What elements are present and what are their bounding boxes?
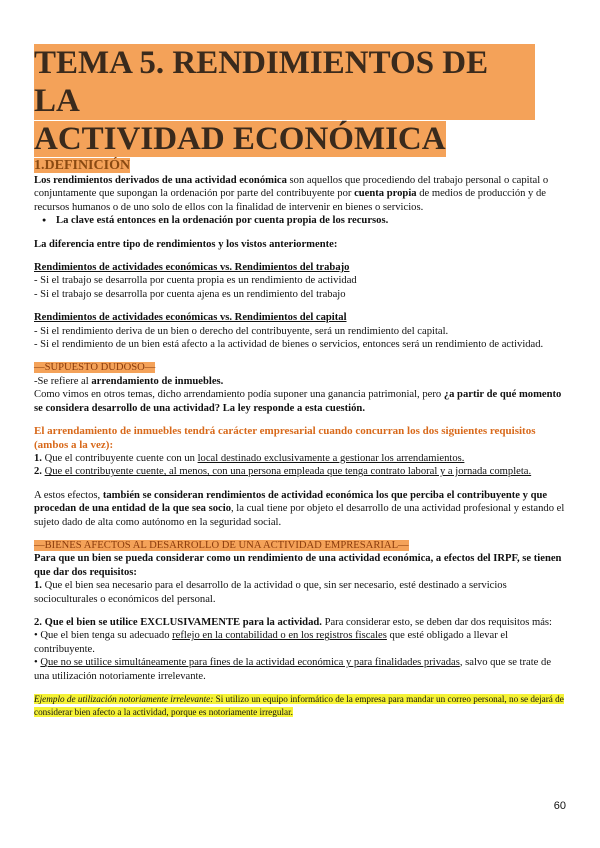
vs-trabajo-heading: Rendimientos de actividades económicas vs. Rendimientos del trabajo [34,262,350,274]
bienes-afectos-tag: —BIENES AFECTOS AL DESARROLLO DE UNA ACTIVIDAD EMPRESARIAL— [34,539,409,551]
example-note: Ejemplo de utilización notoriamente irrelevante: Si utilizo un equipo informático de la empresa para mandar un correo personal, no se dejará de considerar bien afecto a la actividad, porque es notoriamente irregular. [34,694,564,718]
vs-trabajo-line-1: - Si el trabajo se desarrolla por cuenta propia es un rendimiento de actividad [34,275,357,287]
requirement-1: 1. Que el contribuyente cuente con un local destinado exclusivamente a gestionar los arrendamientos. [34,452,465,464]
definition-paragraph: Los rendimientos derivados de una actividad económica son aquellos que procediendo del trabajo personal o capital o conjuntamente que supongan la ordenación por parte del contribuyente por cuenta propia de medios de producción y de recursos humanos o de uno solo de ellos con la finalidad de intervenir en bienes o servicios. [34,175,549,213]
vs-capital-line-2: - Si el rendimiento de un bien está afecto a la actividad de bienes o servicios, entonces será un rendimiento de actividad. [34,339,544,351]
title-line-1: TEMA 5. RENDIMIENTOS DE LA [34,44,535,120]
bien-subrequirement-1: • Que el bien tenga su adecuado reflejo en la contabilidad o en los registros fiscales que esté obligado a llevar el contribuyente. [34,630,509,655]
bien-subrequirement-2: • Que no se utilice simultáneamente para fines de la actividad económica y para finalidades privadas, salvo que se trate de una utilización notoriamente irrelevante. [34,657,552,682]
efectos-paragraph: A estos efectos, también se consideran rendimientos de actividad económica los que perciba el contribuyente y que procedan de una entidad de la que sea socio, la cual tiene por objeto el desarrollo de una actividad profesional y estando el sujeto dado de alta como autónomo en la seguridad social. [34,489,565,528]
bien-requirement-2: 2. Que el bien se utilice EXCLUSIVAMENTE para la actividad. Para considerar esto, se deben dar dos requisitos más: [34,616,552,628]
section-heading-definicion: 1.DEFINICIÓN [34,158,131,173]
key-bullet: ● La clave está entonces en la ordenación por cuenta propia de los recursos. [34,214,566,227]
bienes-heading: Para que un bien se pueda considerar como un rendimiento de una actividad económica, a efectos del IRPF, se tienen que dar dos requisitos: [34,553,562,578]
page-title [34,44,566,158]
page-number: 60 [553,800,566,812]
vs-capital-line-1: - Si el rendimiento deriva de un bien o derecho del contribuyente, será un rendimiento del capital. [34,325,449,337]
title-line-2: ACTIVIDAD ECONÓMICA [34,121,446,157]
vs-capital-heading: Rendimientos de actividades económicas vs. Rendimientos del capital [34,312,347,324]
supuesto-paragraph: -Se refiere al arrendamiento de inmuebles. Como vimos en otros temas, dicho arrendamiento podía suponer una ganancia patrimonial, pero ¿a partir de qué momento se considera desarrollo de una actividad? La ley responde a esta cuestión. [34,375,562,414]
bien-requirement-1: 1. Que el bien sea necesario para el desarrollo de la actividad o que, sin ser necesario, esté destinado a servicios socioculturales o económicos del personal. [34,580,507,605]
arrendamiento-heading: El arrendamiento de inmuebles tendrá carácter empresarial cuando concurran los dos siguientes requisitos (ambos a la vez): [34,425,536,451]
difference-heading: La diferencia entre tipo de rendimientos y los vistos anteriormente: [34,238,338,250]
supuesto-dudoso-tag: —SUPUESTO DUDOSO— [34,362,156,374]
requirement-2: 2. Que el contribuyente cuente, al menos, con una persona empleada que tenga contrato laboral y a jornada completa. [34,466,532,478]
document-page [34,44,566,720]
vs-trabajo-line-2: - Si el trabajo se desarrolla por cuenta ajena es un rendimiento del trabajo [34,288,346,300]
